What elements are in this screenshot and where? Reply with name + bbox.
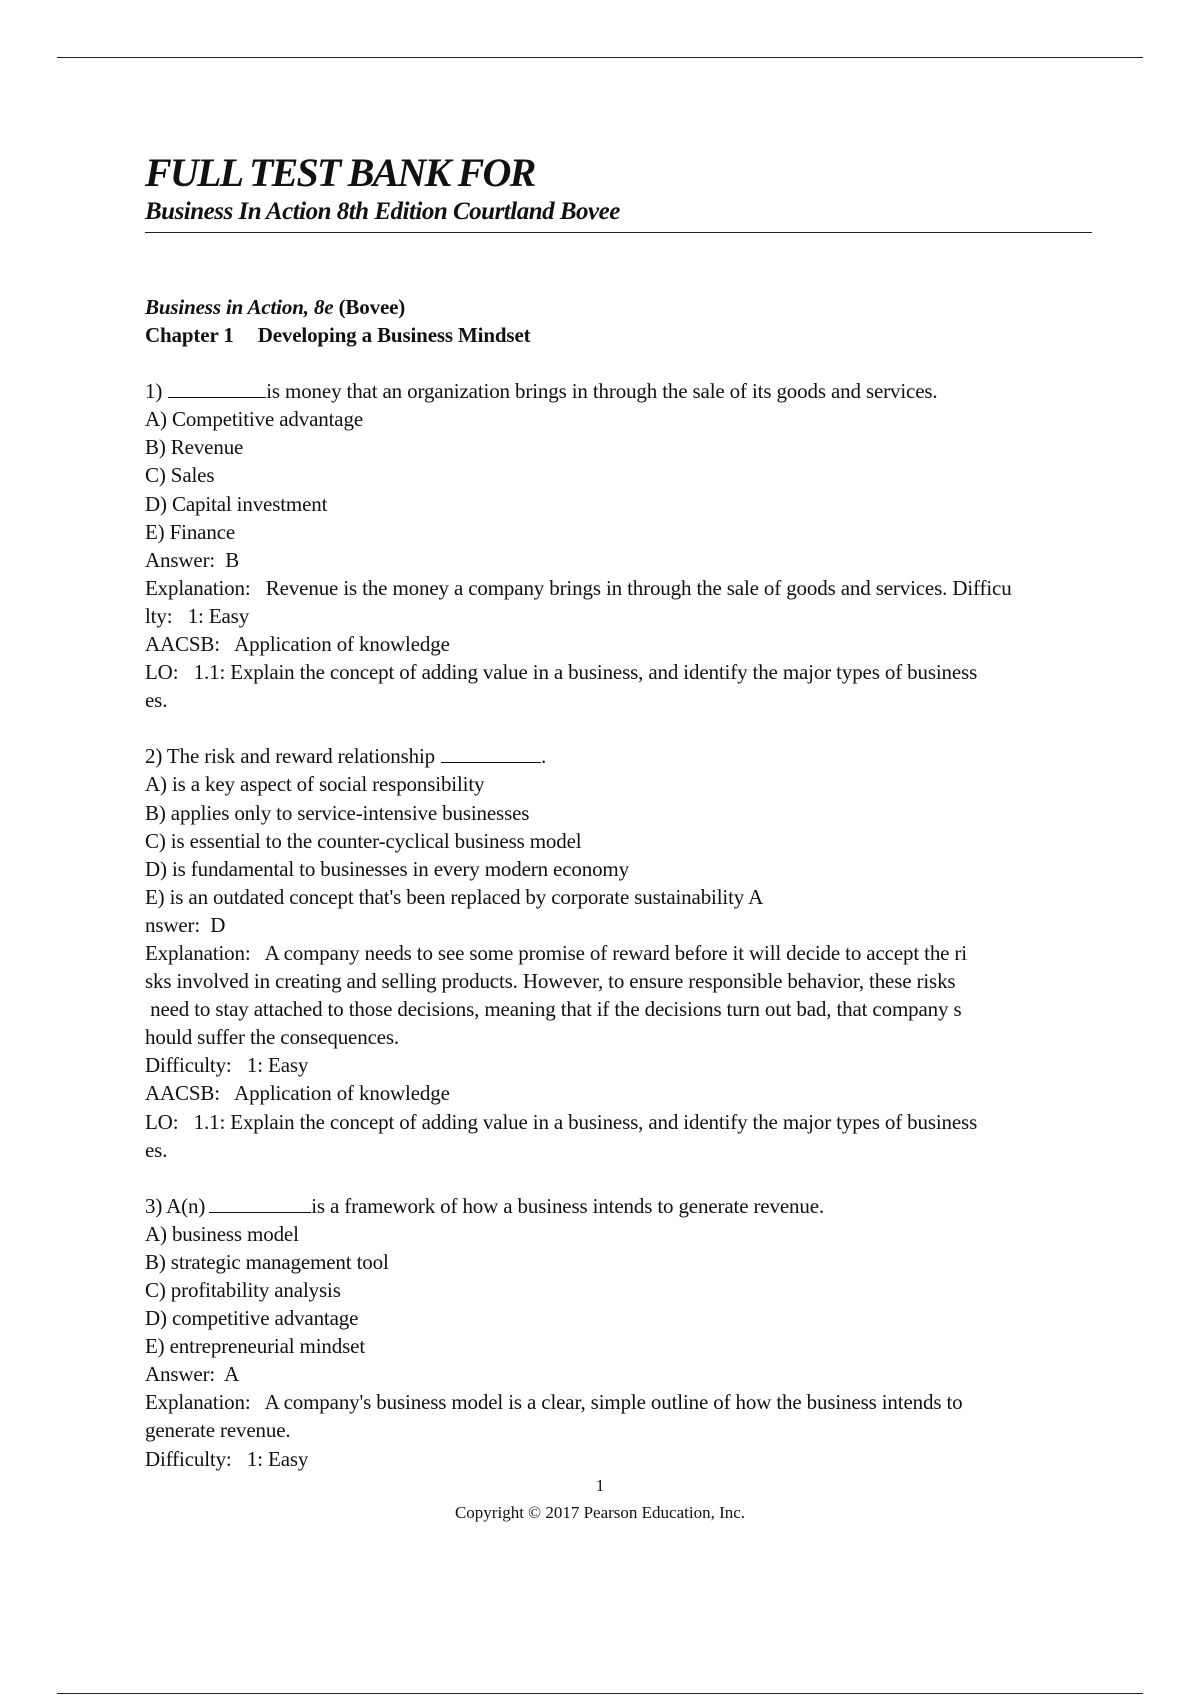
lo-line: LO: 1.1: Explain the concept of adding value in a business, and identify the major types of business bbox=[145, 1109, 978, 1134]
chapter-heading bbox=[145, 321, 1135, 349]
explanation-line: generate revenue. bbox=[145, 1418, 291, 1443]
chapter-title: Developing a Business Mindset bbox=[257, 323, 531, 348]
bottom-rule bbox=[57, 1693, 1143, 1694]
option-a: A) business model bbox=[145, 1221, 299, 1246]
option-b: B) applies only to service-intensive businesses bbox=[145, 800, 530, 825]
option-e: E) entrepreneurial mindset bbox=[145, 1334, 366, 1359]
difficulty-line: Difficulty: 1: Easy bbox=[145, 1446, 309, 1471]
question-stem: 1) is money that an organization brings in through the sale of its goods and services. bbox=[145, 379, 938, 404]
question-stem: 3) A(n) is a framework of how a business intends to generate revenue. bbox=[145, 1193, 824, 1218]
chapter-label: Chapter 1 bbox=[145, 323, 234, 348]
explanation-line: need to stay attached to those decisions, meaning that if the decisions turn out bad, that company s bbox=[145, 997, 962, 1022]
lo-line: LO: 1.1: Explain the concept of adding value in a business, and identify the major types of business bbox=[145, 660, 978, 685]
explanation-line: hould suffer the consequences. bbox=[145, 1025, 400, 1050]
page-subtitle: Business In Action 8th Edition Courtland Bovee bbox=[145, 196, 1092, 233]
question-3 bbox=[145, 1192, 1135, 1473]
lo-line: es. bbox=[145, 1137, 168, 1162]
option-c: C) is essential to the counter-cyclical business model bbox=[145, 828, 582, 853]
option-d: D) is fundamental to businesses in every modern economy bbox=[145, 856, 629, 881]
explanation-line: Explanation: A company's business model is a clear, simple outline of how the business intends to bbox=[145, 1390, 963, 1415]
copyright: Copyright © 2017 Pearson Education, Inc. bbox=[454, 1503, 746, 1522]
lo-line: es. bbox=[145, 688, 168, 713]
book-title: Business in Action, 8e bbox=[145, 295, 334, 319]
title-block bbox=[145, 150, 1092, 233]
explanation-line: Explanation: A company needs to see some promise of reward before it will decide to accept the ri bbox=[145, 940, 967, 965]
answer-line: Answer: A bbox=[145, 1362, 240, 1387]
explanation-line: lty: 1: Easy bbox=[145, 603, 250, 628]
option-d: D) Capital investment bbox=[145, 491, 328, 516]
test-bank-content bbox=[145, 293, 1135, 1473]
option-b: B) strategic management tool bbox=[145, 1249, 389, 1274]
question-stem: 2) The risk and reward relationship . bbox=[145, 744, 547, 769]
option-a: A) is a key aspect of social responsibility bbox=[145, 772, 485, 797]
explanation-line: sks involved in creating and selling products. However, to ensure responsible behavior, these risks bbox=[145, 969, 956, 994]
option-e: E) is an outdated concept that's been replaced by corporate sustainability A bbox=[145, 884, 764, 909]
page-title: FULL TEST BANK FOR bbox=[145, 150, 535, 195]
difficulty-line: Difficulty: 1: Easy bbox=[145, 1053, 309, 1078]
book-heading bbox=[145, 293, 1135, 321]
book-author: (Bovee) bbox=[333, 295, 406, 319]
page-number: 1 bbox=[595, 1476, 605, 1495]
option-d: D) competitive advantage bbox=[145, 1306, 359, 1331]
answer-line: nswer: D bbox=[145, 912, 226, 937]
page-footer bbox=[0, 1472, 1200, 1526]
aacsb-line: AACSB: Application of knowledge bbox=[145, 632, 450, 657]
aacsb-line: AACSB: Application of knowledge bbox=[145, 1081, 450, 1106]
option-c: C) Sales bbox=[145, 463, 215, 488]
answer-blank bbox=[441, 744, 541, 763]
option-e: E) Finance bbox=[145, 519, 236, 544]
option-a: A) Competitive advantage bbox=[145, 407, 363, 432]
option-c: C) profitability analysis bbox=[145, 1278, 341, 1302]
top-rule bbox=[57, 57, 1143, 58]
question-2 bbox=[145, 742, 1135, 1163]
question-1 bbox=[145, 377, 1135, 714]
explanation-line: Explanation: Revenue is the money a company brings in through the sale of goods and services. Difficu bbox=[145, 575, 1012, 600]
answer-blank bbox=[168, 379, 266, 398]
answer-blank bbox=[209, 1194, 311, 1213]
answer-line: Answer: B bbox=[145, 547, 240, 572]
option-b: B) Revenue bbox=[145, 435, 244, 460]
